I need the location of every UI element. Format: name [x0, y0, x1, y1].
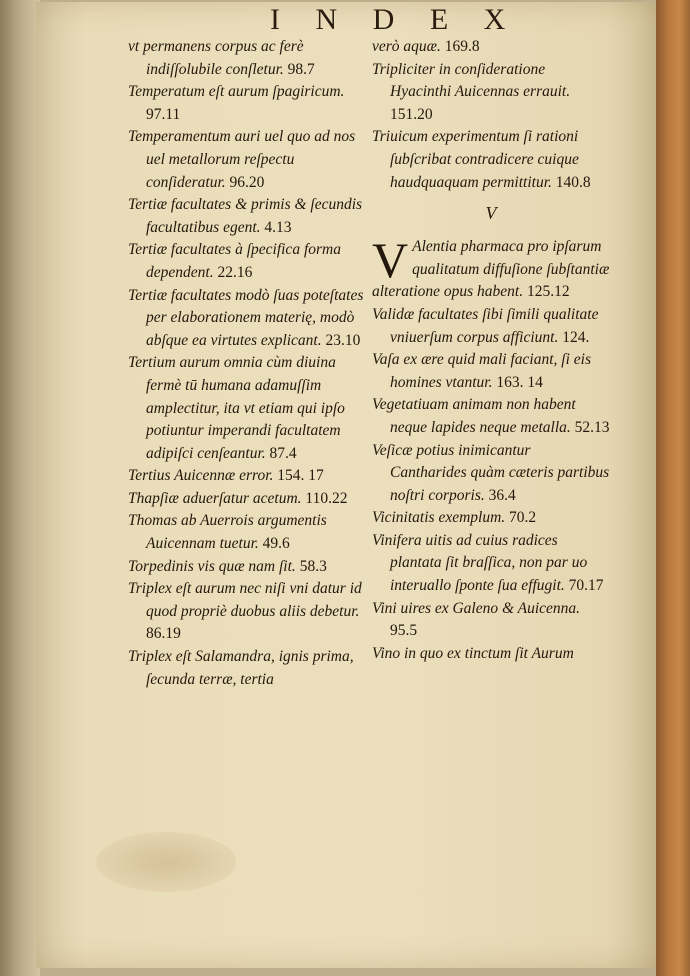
entry-text: Triplex eſt aurum nec niſi vni datur id quod propriè duobus aliis debetur. — [128, 580, 362, 620]
entry-text: Veſicæ potius inimicantur Cantharides quàm cæteris partibus noſtri corporis. — [372, 441, 610, 504]
entry-text: Triuicum experimentum ſi rationi ſubſcribat contradicere cuique haudquaquam permittitur. — [372, 128, 579, 191]
entry-ref: 97.11 — [146, 105, 181, 123]
index-entry — [372, 394, 610, 439]
entry-text: Temperatum eſt aurum ſpagiricum. — [128, 83, 345, 101]
entry-ref: 154. 17 — [277, 467, 324, 485]
index-entry — [128, 646, 364, 691]
index-entry — [372, 59, 610, 127]
entry-text: Torpedinis vis quæ nam ſit. — [128, 557, 296, 575]
section-letter: V — [485, 203, 497, 224]
index-entry — [128, 556, 364, 579]
index-entry — [372, 126, 610, 194]
entry-ref: 110.22 — [305, 489, 348, 507]
index-entry — [372, 349, 610, 394]
entry-ref: 4.13 — [264, 218, 292, 236]
right-top-entries — [372, 36, 610, 194]
entry-ref: 124. — [562, 328, 590, 346]
entry-text: Tertiæ facultates à ſpecifica forma dependent. — [128, 241, 341, 281]
index-entry-initial — [372, 232, 610, 304]
entry-text: Tertiæ facultates modò ſuas poteſtates per elaborationem materię, modò abſque ea virtutes explicant. — [128, 286, 364, 349]
page-header: I N D E X — [270, 3, 520, 36]
entry-ref: 86.19 — [146, 625, 181, 643]
index-entry — [372, 643, 610, 666]
entry-ref: 70.17 — [568, 577, 604, 595]
index-entry — [128, 36, 364, 81]
index-entry — [372, 530, 610, 598]
entry-text: Triplex eſt Salamandra, ignis prima, ſecunda terræ, tertia — [128, 648, 354, 688]
index-entry — [128, 285, 364, 353]
index-entry — [128, 465, 364, 488]
entry-ref: 22.16 — [217, 263, 253, 281]
entry-text: Alentia pharmaca pro ipſarum qualitatum diffuſione ſubſtantiæ alteratione opus habent. — [372, 238, 610, 301]
entry-ref: 49.6 — [262, 535, 290, 553]
index-entry — [128, 488, 364, 511]
entry-text: Tertium aurum omnia cùm diuina fermè tū humana adamuſſim amplectitur, ita vt etiam qui ipſo potiuntur imperandi facultatem adipiſci cenſeantur. — [128, 354, 345, 462]
entry-ref: 163. 14 — [496, 373, 543, 391]
entry-ref: 36.4 — [488, 486, 516, 504]
entry-text: Tertiæ facultates & primis & ſecundis facultatibus egent. — [128, 196, 363, 236]
entry-text: Vicinitatis exemplum. — [372, 509, 506, 527]
entry-ref: 70.2 — [509, 509, 537, 527]
entry-text: Tripliciter in conſideratione Hyacinthi Auicennas errauit. — [372, 60, 571, 101]
entry-ref: 58.3 — [299, 557, 327, 575]
entry-ref: 96.20 — [229, 173, 265, 191]
entry-text: Vinifera uitis ad cuius radices plantata ſit braſſica, non par uo interuallo ſponte ſua effugit. — [372, 531, 588, 595]
entry-ref: 52.13 — [574, 418, 610, 436]
index-entry — [372, 507, 610, 530]
entry-ref: 87.4 — [269, 444, 297, 462]
entry-ref: 98.7 — [287, 60, 315, 78]
left-page-fold — [0, 0, 40, 976]
entry-text: Thomas ab Auerrois argumentis Auicennam tuetur. — [128, 512, 327, 553]
index-entry — [128, 194, 364, 239]
index-entry — [128, 81, 364, 126]
entry-text: Validæ facultates ſibi ſimili qualitate vniuerſum corpus afficiunt. — [372, 305, 599, 346]
right-index-column — [372, 36, 610, 665]
entry-text: Vino in quo ex tinctum ſit Aurum — [372, 644, 574, 662]
paper-stain — [96, 832, 236, 892]
entry-text: Thapſiæ aduerſatur acetum. — [128, 489, 302, 507]
index-entry — [128, 239, 364, 284]
entry-ref: 169.8 — [444, 38, 480, 55]
index-entry — [128, 126, 364, 194]
entry-text: Temperamentum auri uel quo ad nos uel metallorum reſpectu conſideratur. — [128, 128, 356, 191]
index-entry — [372, 36, 610, 59]
index-entry — [372, 304, 610, 349]
entry-text: Tertius Auicennæ error. — [128, 467, 274, 485]
index-entry — [128, 578, 364, 646]
entry-text: vt permanens corpus ac ferè indiſſolubile conſletur. — [128, 38, 304, 78]
entry-ref: 151.20 — [390, 105, 433, 123]
entry-ref: 125.12 — [527, 283, 570, 301]
index-entry — [128, 352, 364, 465]
left-index-column — [128, 36, 364, 691]
entry-ref: 95.5 — [390, 622, 418, 640]
index-entry — [128, 510, 364, 555]
drop-cap: V — [372, 232, 409, 289]
entry-ref: 140.8 — [555, 173, 591, 191]
right-entries — [372, 304, 610, 666]
entry-ref: 23.10 — [325, 331, 361, 349]
index-entry — [372, 440, 610, 508]
index-entry — [372, 598, 610, 643]
entry-text: Vaſa ex ære quid mali faciant, ſi eis homines vtantur. — [372, 351, 591, 391]
entry-text: Vegetatiuam animam non habent neque lapides neque metalla. — [372, 396, 576, 436]
book-cover-edge — [656, 0, 690, 976]
entry-text: verò aquæ. — [372, 38, 441, 55]
entry-text: Vini uires ex Galeno & Auicenna. — [372, 599, 581, 617]
